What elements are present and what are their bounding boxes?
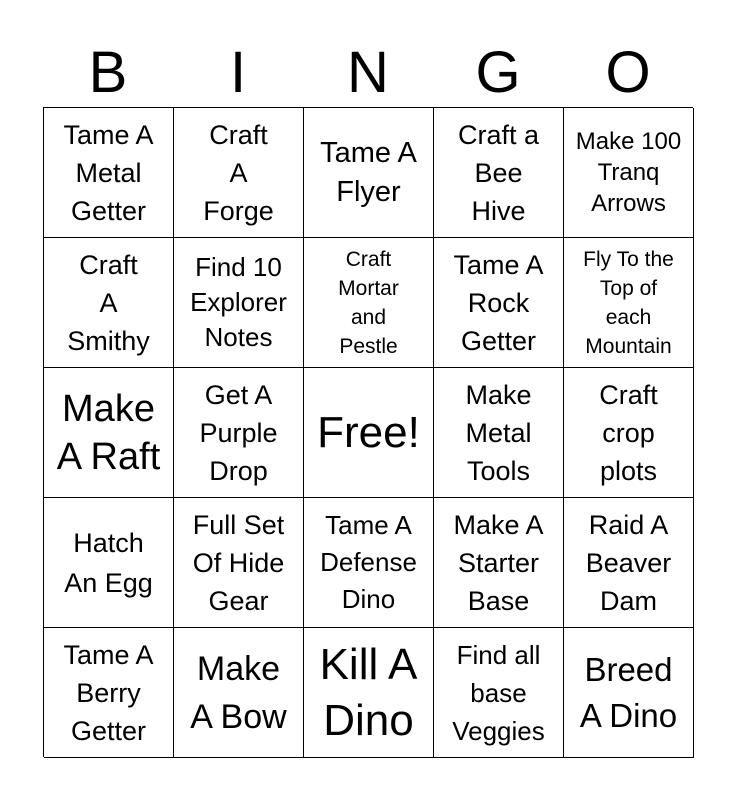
bingo-cell[interactable] <box>564 238 694 368</box>
bingo-cell[interactable] <box>304 498 434 628</box>
bingo-cell[interactable] <box>434 498 564 628</box>
cell-text: Make 100 Tranq Arrows <box>575 128 682 217</box>
bingo-cell[interactable] <box>434 108 564 238</box>
bingo-cell[interactable] <box>174 368 304 498</box>
header-letter-o: O <box>605 40 651 105</box>
cell-text: Tame A Metal Getter <box>63 119 154 226</box>
cell-text: Fly To the Top of each Mountain <box>583 247 674 358</box>
cell-text: Craft A Forge <box>203 119 274 226</box>
cell-text: Make A Raft <box>56 387 161 478</box>
bingo-cell[interactable] <box>174 628 304 758</box>
bingo-cell[interactable] <box>174 238 304 368</box>
cell-text: Hatch An Egg <box>64 527 153 598</box>
cell-text: Make A Bow <box>190 649 287 736</box>
bingo-cell[interactable] <box>44 238 174 368</box>
cell-text: Make A Starter Base <box>453 509 544 616</box>
cell-text: Tame A Flyer <box>320 136 417 208</box>
cell-text: Find all base Veggies <box>452 639 545 746</box>
bingo-board <box>43 107 693 757</box>
cell-text: Tame A Defense Dino <box>320 510 417 614</box>
bingo-cell[interactable] <box>564 498 694 628</box>
cell-text: Craft A Smithy <box>67 249 150 356</box>
bingo-cell[interactable] <box>44 368 174 498</box>
bingo-cell[interactable] <box>304 108 434 238</box>
bingo-cell[interactable] <box>434 628 564 758</box>
cell-text: Get A Purple Drop <box>199 379 278 486</box>
cell-text: Make Metal Tools <box>465 379 532 486</box>
cell-text: Free! <box>317 407 420 457</box>
cell-text: Tame A Berry Getter <box>63 639 154 746</box>
bingo-cell[interactable] <box>174 108 304 238</box>
header-letter-b: B <box>88 40 128 105</box>
bingo-cell[interactable] <box>44 498 174 628</box>
header-letter-i: I <box>229 40 247 105</box>
header-letter-g: G <box>475 40 521 105</box>
bingo-cell[interactable] <box>304 628 434 758</box>
bingo-cell[interactable] <box>434 238 564 368</box>
bingo-header <box>43 38 693 108</box>
bingo-cell[interactable] <box>564 108 694 238</box>
bingo-cell[interactable] <box>44 108 174 238</box>
cell-text: Breed A Dino <box>579 650 678 734</box>
cell-text: Find 10 Explorer Notes <box>190 252 287 352</box>
bingo-cell[interactable] <box>434 368 564 498</box>
bingo-cell[interactable] <box>304 238 434 368</box>
header-letter-n: N <box>347 40 389 105</box>
bingo-cell[interactable] <box>564 368 694 498</box>
cell-text: Kill A Dino <box>319 639 418 745</box>
cell-text: Full Set Of Hide Gear <box>192 509 285 616</box>
bingo-cell[interactable] <box>564 628 694 758</box>
bingo-cell[interactable] <box>44 628 174 758</box>
cell-text: Craft a Bee Hive <box>457 119 540 226</box>
cell-text: Craft Mortar and Pestle <box>338 247 399 358</box>
cell-text: Raid A Beaver Dam <box>585 509 672 616</box>
bingo-cell[interactable] <box>174 498 304 628</box>
free-space[interactable] <box>304 368 434 498</box>
cell-text: Craft crop plots <box>599 379 658 486</box>
cell-text: Tame A Rock Getter <box>453 249 544 356</box>
